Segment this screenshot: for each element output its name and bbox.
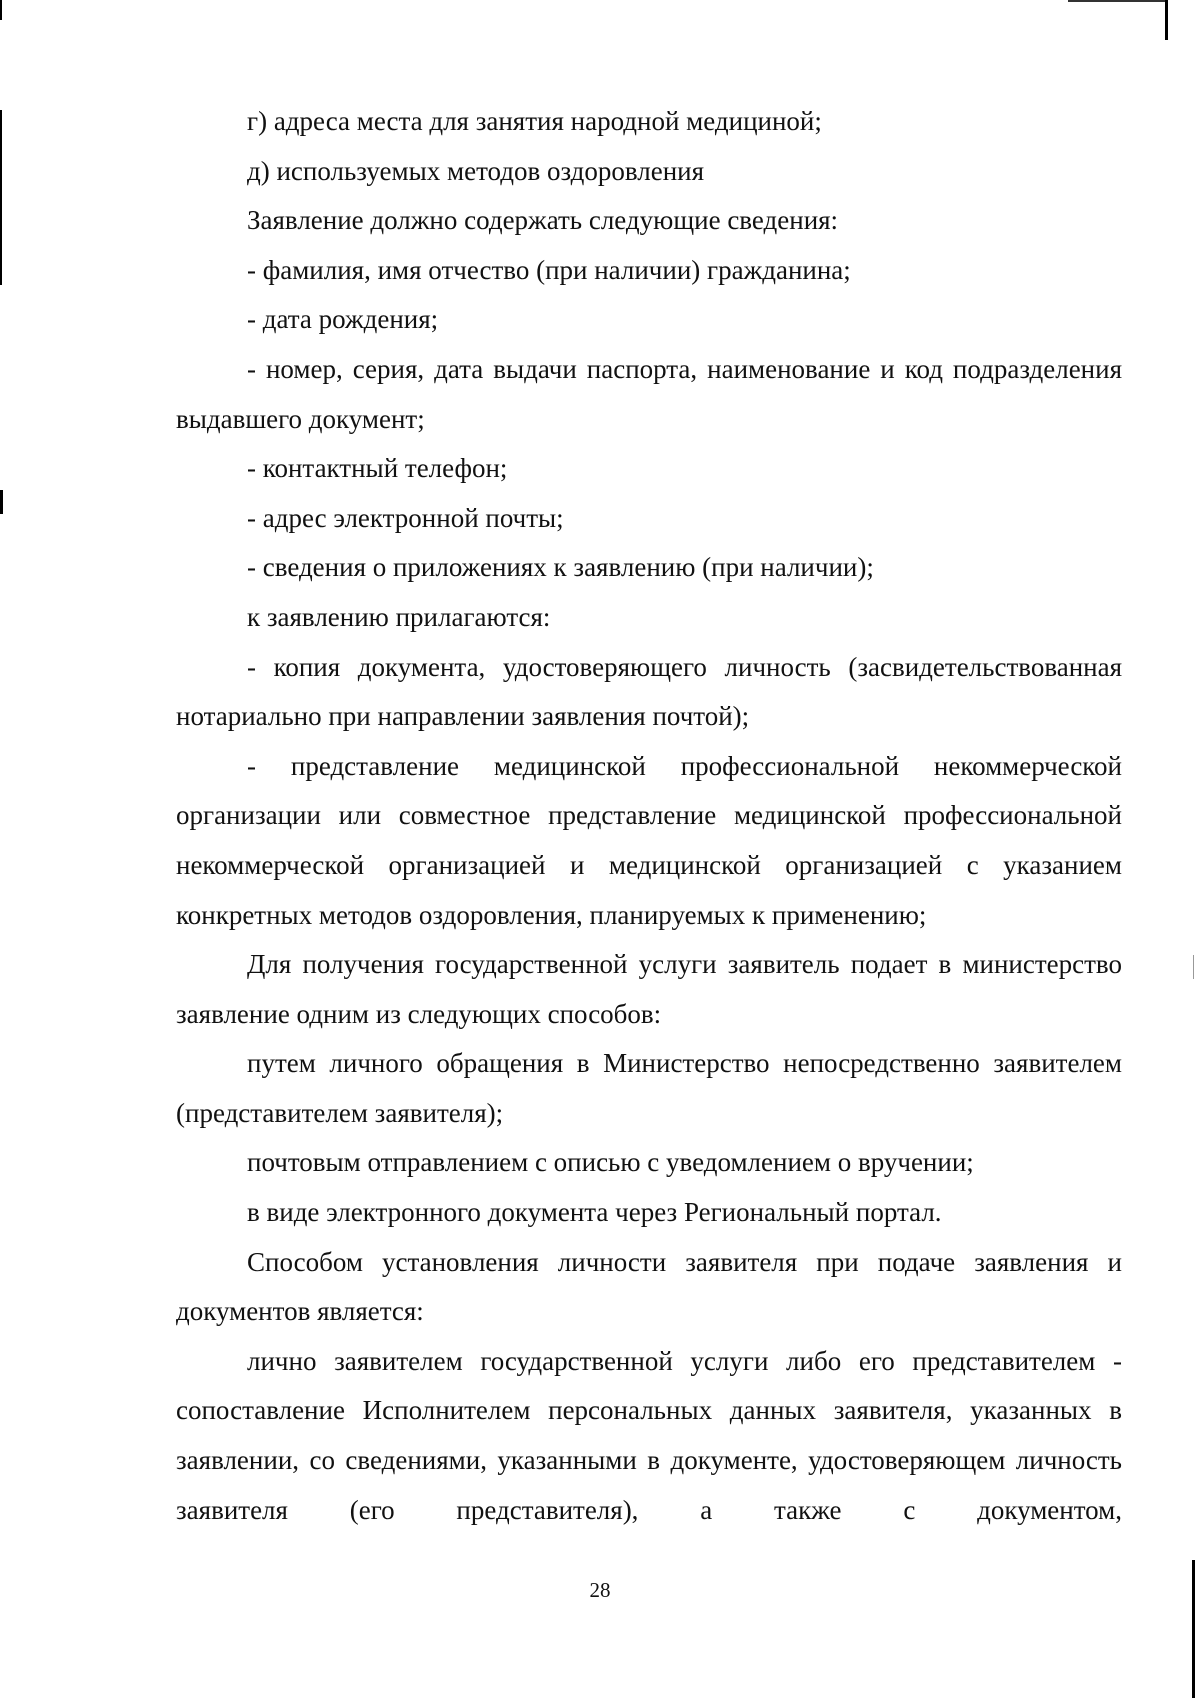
paragraph: лично заявителем государственной услуги либо его представителем - сопоставление Исполнителем персональных данных заявителя, указанных в заявлении, со сведениями, указанными в документе, удостоверяющем личность заявителя (его представителя), а также с документом, (176, 1345, 1122, 1525)
scan-edge-mark (0, 110, 2, 285)
scan-edge-mark (1068, 0, 1168, 2)
list-item: - дата рождения; (247, 304, 439, 335)
list-item: - копия документа, удостоверяющего личность (засвидетельствованная нотариально при направлении заявления почтой); (176, 651, 1122, 732)
list-item: - контактный телефон; (247, 453, 508, 484)
paragraph: д) используемых методов оздоровления (247, 155, 705, 186)
paragraph: к заявлению прилагаются: (247, 601, 551, 632)
paragraph: путем личного обращения в Министерство непосредственно заявителем (представителем заявителя); (176, 1048, 1122, 1128)
scan-edge-mark (1193, 955, 1194, 979)
list-item: - сведения о приложениях к заявлению (при наличии); (247, 552, 874, 583)
list-item: - фамилия, имя отчество (при наличии) гражданина; (247, 254, 851, 285)
paragraph: Заявление должно содержать следующие сведения: (247, 205, 839, 236)
paragraph: в виде электронного документа через Региональный портал. (247, 1197, 942, 1228)
paragraph: Способом установления личности заявителя при подаче заявления и документов является: (176, 1246, 1122, 1327)
paragraph: Для получения государственной услуги заявитель подает в министерство заявление одним из следующих способов: (176, 949, 1122, 1029)
document-body (176, 97, 1122, 1535)
scan-edge-mark (0, 490, 3, 514)
scan-edge-mark (1165, 0, 1168, 40)
paragraph: почтовым отправлением с описью с уведомлением о вручении; (247, 1147, 974, 1178)
list-item: - номер, серия, дата выдачи паспорта, наименование и код подразделения выдавшего документ; (176, 353, 1122, 434)
list-item: - адрес электронной почты; (247, 502, 564, 533)
paragraph: г) адреса места для занятия народной медициной; (247, 106, 822, 136)
list-item: - представление медицинской профессиональной некоммерческой организации или совместное представление медицинской профессиональной некоммерческой организацией и медицинской организацией с указанием конкретных методов оздоровления, планируемых к применению; (176, 750, 1122, 930)
page-number: 28 (589, 1578, 611, 1602)
scan-edge-mark (0, 0, 2, 20)
